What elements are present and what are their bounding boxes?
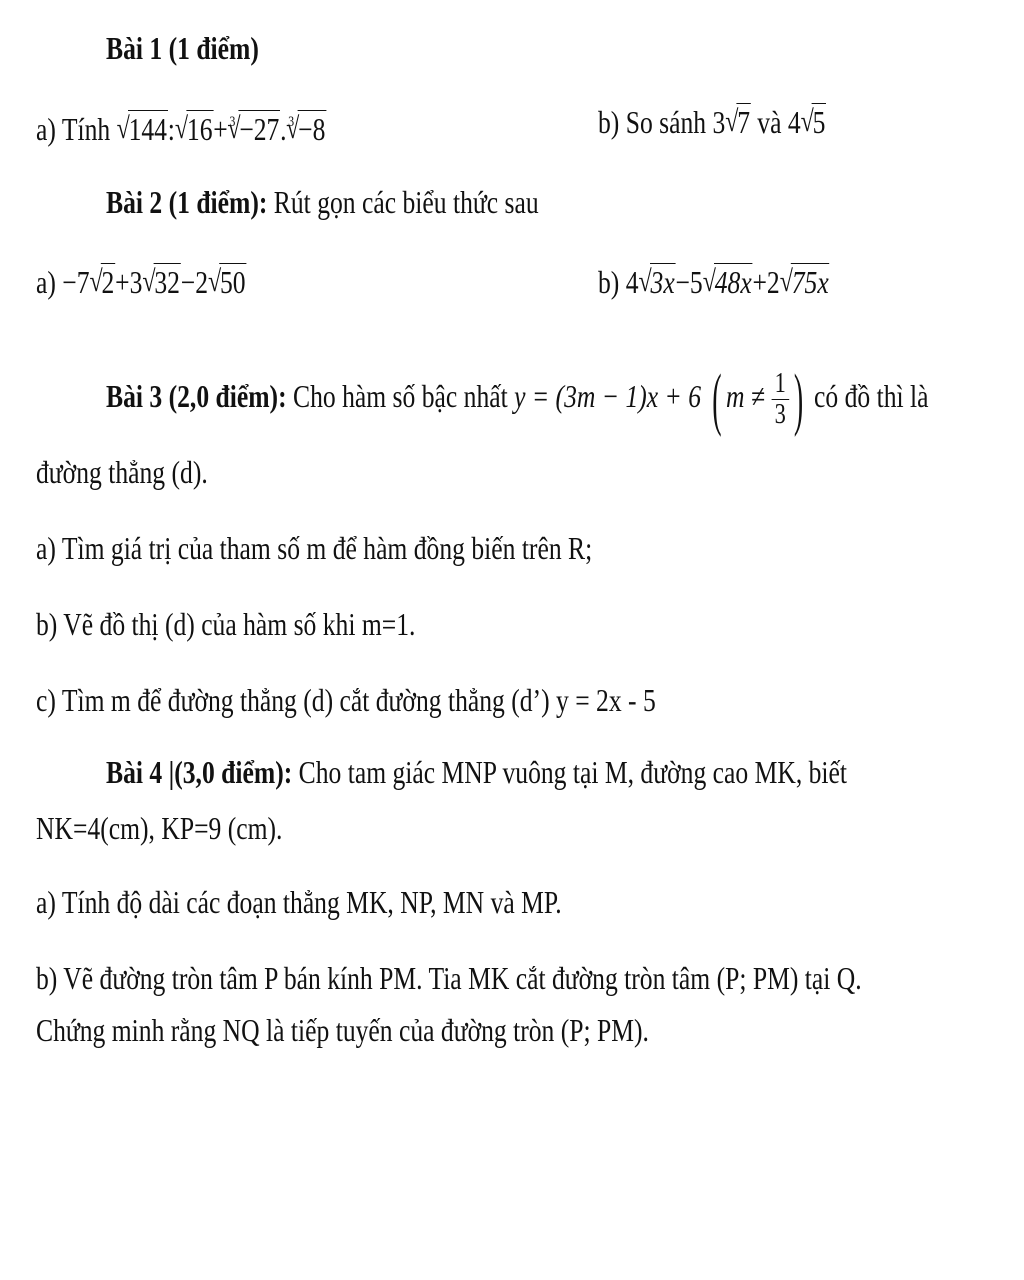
bai3-heading: Bài 3 (2,0 điểm): Cho hàm số bậc nhất y = (3m − 1)x + 6 ( m ≠ $\frac{1}{3}$ ) có đồ thì là [106, 360, 929, 438]
bai3-b: b) Vẽ đồ thị (d) của hàm số khi m=1. [36, 606, 416, 642]
bai4-b2: Chứng minh rằng NQ là tiếp tuyến của đường tròn (P; PM). [36, 1012, 649, 1048]
bai4-b1: b) Vẽ đường tròn tâm P bán kính PM. Tia MK cắt đường tròn tâm (P; PM) tại Q. [36, 960, 862, 996]
bai2-a: a) −7√ 2+3√ 32−2√ 50 [36, 262, 796, 302]
bai1-b: b) So sánh 3√ 7 và 4√ 5 [598, 102, 826, 142]
bai2-b: b) 4√ 3x−5√ 48x+2√ 75x [598, 262, 829, 302]
bai1-a: a) Tính √ 144:√ 16+ $^3$√ −27. $^3$√ −8 [36, 102, 796, 149]
bai4-a: a) Tính độ dài các đoạn thẳng MK, NP, MN và MP. [36, 884, 562, 920]
bai1-heading: Bài 1 (1 điểm) [106, 30, 259, 66]
bai2-heading: Bài 2 (1 điểm): Rút gọn các biểu thức sau [106, 184, 539, 220]
bai3-a: a) Tìm giá trị của tham số m để hàm đồng biến trên R; [36, 530, 593, 566]
bai4-line2: NK=4(cm), KP=9 (cm). [36, 810, 283, 846]
fraction: $\frac{1}{3}$ [771, 369, 789, 430]
bai4-heading: Bài 4 |(3,0 điểm): Cho tam giác MNP vuông tại M, đường cao MK, biết [106, 754, 847, 790]
bai3-line2: đường thẳng (d). [36, 454, 208, 490]
bai1-a-expression: √ 144:√ 16+ $^3$√ −27. $^3$√ −8 [117, 111, 327, 147]
bai3-c: c) Tìm m để đường thẳng (d) cắt đường thẳng (d’) y = 2x - 5 [36, 682, 656, 718]
